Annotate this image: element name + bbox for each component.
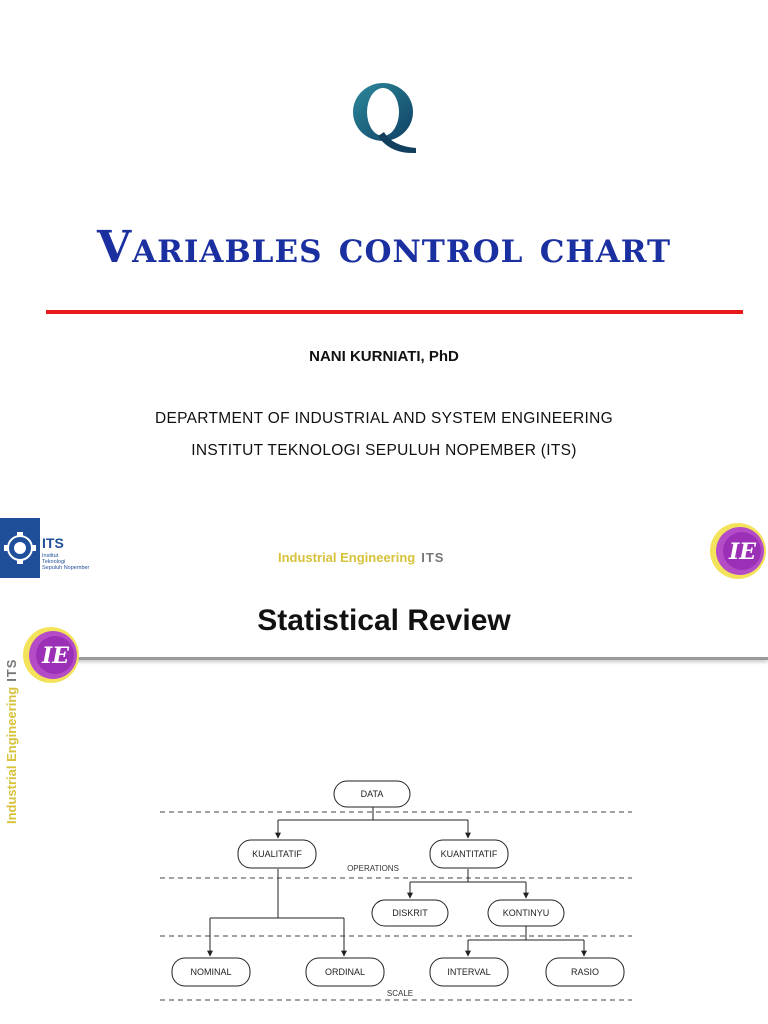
side-its-text: ITS xyxy=(4,658,19,682)
node-interval xyxy=(430,958,508,986)
slide-title: Statistical Review xyxy=(257,604,511,637)
svg-text:KUANTITATIF: KUANTITATIF xyxy=(440,849,498,859)
svg-text:IE: IE xyxy=(42,643,70,669)
svg-text:KUALITATIF: KUALITATIF xyxy=(252,849,302,859)
title-divider xyxy=(46,310,743,314)
footer-its-text: ITS xyxy=(421,550,445,565)
node-ordinal xyxy=(306,958,384,986)
footer-branding xyxy=(278,550,444,565)
statistical-review-slide xyxy=(0,590,768,1024)
node-nominal xyxy=(172,958,250,986)
footer-ie-text: Industrial Engineering xyxy=(278,550,416,565)
svg-text:Sepuluh Nopember: Sepuluh Nopember xyxy=(42,565,90,571)
svg-text:INTERVAL: INTERVAL xyxy=(447,967,491,977)
slide-title-divider xyxy=(46,657,768,660)
node-kontinyu xyxy=(488,900,564,926)
svg-text:NOMINAL: NOMINAL xyxy=(190,967,232,977)
its-logo xyxy=(0,518,96,578)
institute-name: INSTITUT TEKNOLOGI SEPULUH NOPEMBER (ITS) xyxy=(191,442,577,459)
svg-text:KONTINYU: KONTINYU xyxy=(502,908,550,918)
svg-text:ITS: ITS xyxy=(42,535,64,551)
node-diskrit xyxy=(372,900,448,926)
svg-text:Teknologi: Teknologi xyxy=(42,559,66,565)
side-ie-text: Industrial Engineering xyxy=(4,686,19,824)
scale-label: SCALE xyxy=(386,989,414,998)
svg-text:RASIO: RASIO xyxy=(570,967,600,977)
data-classification-diagram xyxy=(160,772,632,1017)
node-data xyxy=(334,781,410,807)
ie-badge-logo xyxy=(22,626,80,684)
svg-text:IE: IE xyxy=(729,539,757,565)
department-name: DEPARTMENT OF INDUSTRIAL AND SYSTEM ENGINEERING xyxy=(155,410,613,427)
q-logo xyxy=(346,80,426,156)
author-name: NANI KURNIATI, PhD xyxy=(309,348,459,365)
node-kualitatif xyxy=(238,840,316,868)
svg-text:DISKRIT: DISKRIT xyxy=(392,908,428,918)
presentation-title: Variables control chart xyxy=(96,222,672,273)
svg-text:ORDINAL: ORDINAL xyxy=(324,967,366,977)
svg-text:Institut: Institut xyxy=(42,553,59,559)
node-rasio xyxy=(546,958,624,986)
ie-badge-logo xyxy=(709,522,767,580)
svg-text:DATA: DATA xyxy=(360,789,384,799)
operations-label: OPERATIONS xyxy=(347,864,399,873)
node-kuantitatif xyxy=(430,840,508,868)
